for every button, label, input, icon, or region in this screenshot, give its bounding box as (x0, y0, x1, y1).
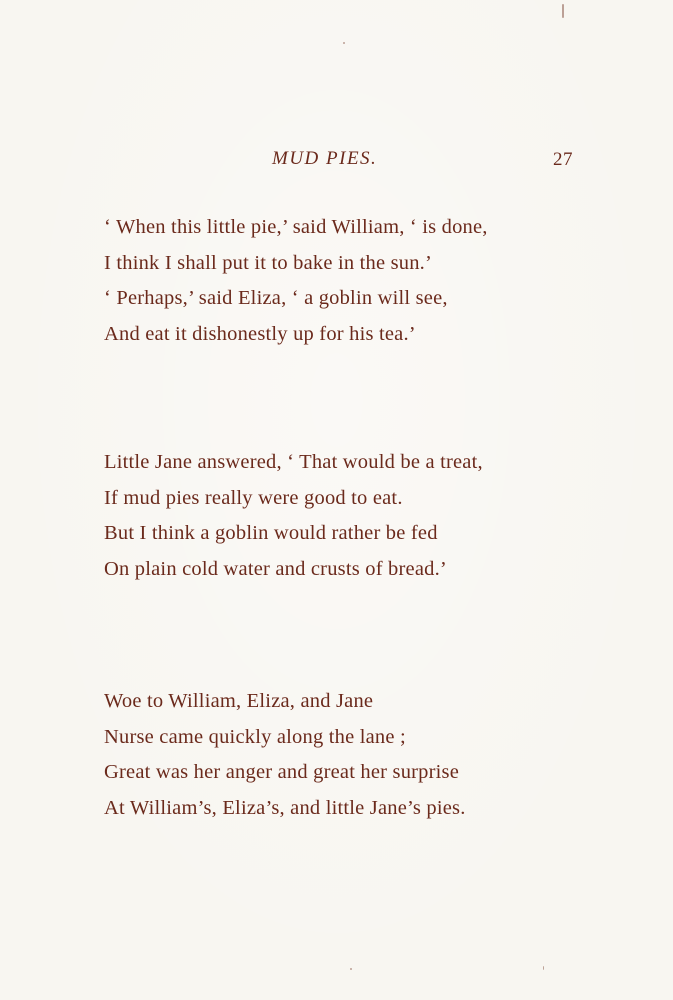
verse-line: If mud pies really were good to eat. (104, 486, 403, 509)
verse-line: At William’s, Eliza’s, and little Jane’s pies. (104, 796, 466, 819)
ink-speck (543, 966, 544, 970)
verse-line: ‘ When this little pie,’ said William, ‘ is done, (104, 216, 488, 238)
page-header (0, 148, 673, 176)
verse-line: Great was her anger and great her surprise (104, 761, 460, 783)
page-number: 27 (553, 149, 573, 170)
verse-line: Nurse came quickly along the lane ; (104, 725, 406, 748)
verse-line: On plain cold water and crusts of bread.’ (104, 557, 447, 580)
stanza (104, 210, 584, 352)
verse-line: And eat it dishonestly up for his tea.’ (104, 322, 416, 345)
verse-line: Woe to William, Eliza, and Jane (104, 690, 374, 712)
ink-speck (343, 42, 345, 44)
verse-line: I think I shall put it to bake in the sun.’ (104, 251, 433, 274)
running-title: MUD PIES. (272, 148, 378, 169)
verse-line: But I think a goblin would rather be fed (104, 522, 438, 544)
stanza (104, 445, 584, 587)
ink-speck (350, 968, 352, 970)
verse-line: ‘ Perhaps,’ said Eliza, ‘ a goblin will see, (104, 287, 448, 309)
verse-line: Little Jane answered, ‘ That would be a treat, (104, 451, 483, 473)
ink-speck (562, 4, 564, 18)
stanza (104, 684, 584, 826)
